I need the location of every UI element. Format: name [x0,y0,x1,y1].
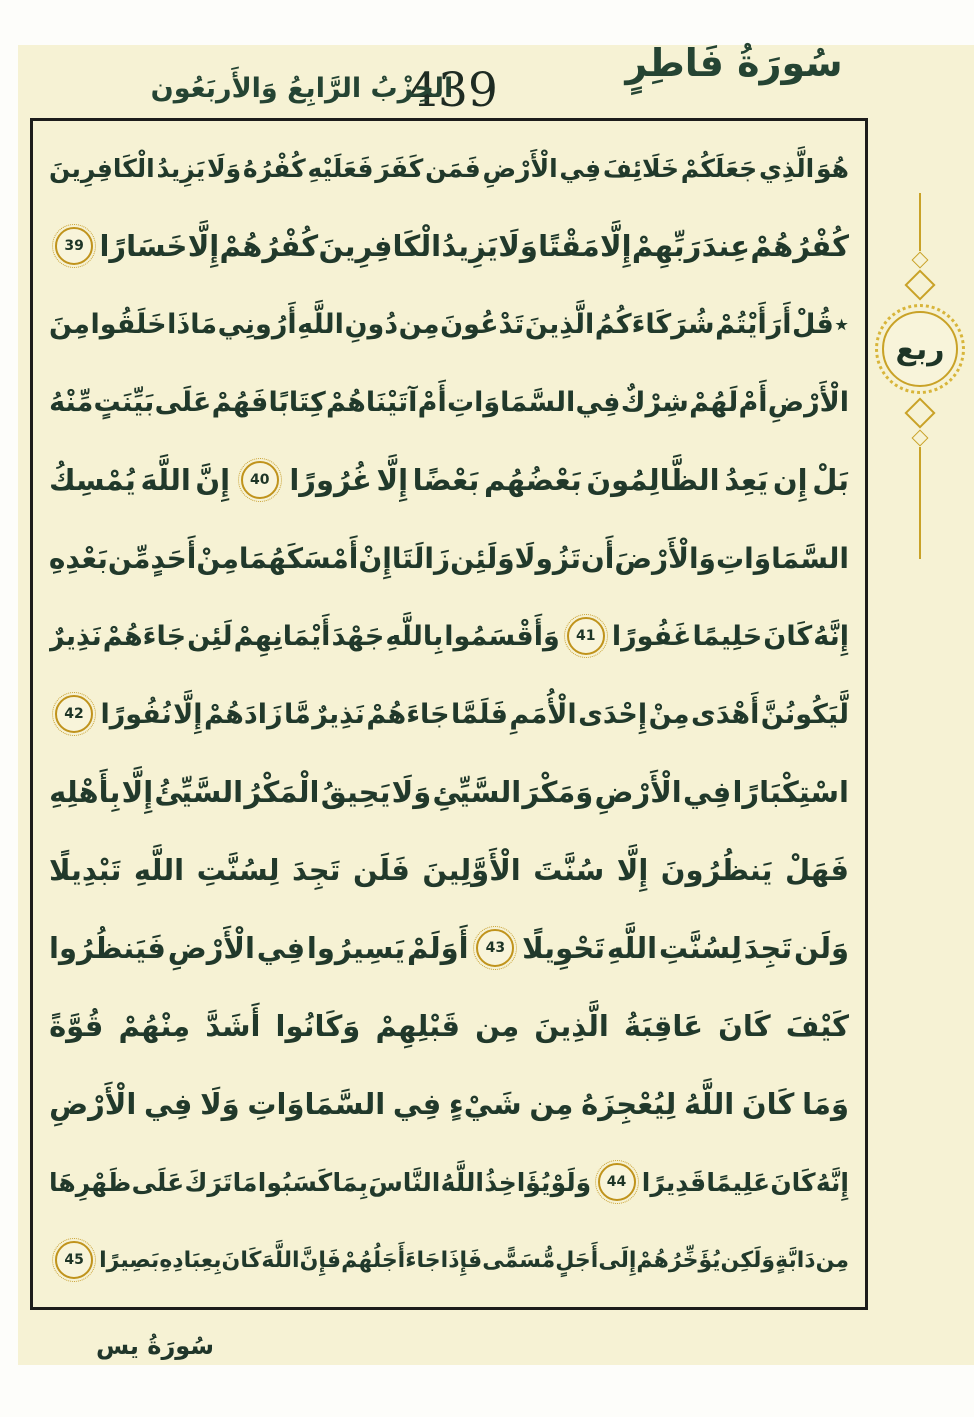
ayah-word: يَسِيرُوا [306,931,406,965]
ayah-word: أَن [580,541,615,575]
ayah-word: دُونِ [344,308,399,340]
ayah-word: بِاللَّهِ [385,620,444,652]
ayah-word: يَنظُرُونَ [660,853,773,887]
ayah-word: أَرُونِي [217,308,297,340]
ayah-word: إِلَّا [616,853,649,887]
ayah-word: إِلَّا [376,463,409,497]
verse-number-badge: 42 [55,695,93,733]
ayah-word: وَمَكْرَ [522,775,594,809]
text-frame [30,118,868,1310]
ayah-word: مِّن [107,541,151,575]
ayah-word: بَعْدِهِ [49,541,108,575]
ayah-word: وَالْأَرْضَ [614,541,716,575]
mushaf-line [49,909,849,987]
ayah-word: فَمَن [425,153,481,183]
mushaf-line [49,519,849,597]
ayah-word: كَانَ [770,1167,816,1197]
ayah-word: كَانَ [763,620,813,652]
ayah-word: اللَّهِ [133,853,185,887]
ayah-word: تَدْعُونَ [440,308,525,340]
ayah-word: إِلَّا [121,775,154,809]
ayah-word: قَدِيرًا [641,1167,707,1197]
ayah-word: وَلَا [206,153,242,183]
ayah-word: أَحَدٍ [150,541,197,575]
surah-title: سُورَةُ فَاطِرٍ [625,41,843,85]
ayah-word: الْمَكْرُ [244,775,320,809]
ayah-word: أَجَلٍ [555,1247,599,1273]
ayah-word: جَهْدَ [331,620,385,652]
ayah-word: إِنَّهُ [815,1167,849,1197]
ayah-word: أَوَلَمْ [406,931,469,965]
ayah-word: لَئِن [187,620,233,652]
ayah-word: إِحْدَى [578,698,648,730]
mushaf-line [49,675,849,753]
ayah-word: الَّذِينَ [524,308,595,340]
ayah-word: تَجِدَ [743,931,793,965]
ayah-word: بِعِبَادِهِ [159,1247,222,1273]
ayah-word: خَلَائِفَ [602,153,679,183]
ayah-word: لَهُمْ [689,386,739,418]
ayah-word: فِي [392,1087,442,1121]
ayah-word: وَلَكِن [720,1247,776,1273]
hizb-label: الحِزْبُ الرَّابِعُ وَالأَربَعُون [150,73,454,104]
ayah-word: الظَّالِمُونَ [586,463,720,497]
ayah-word: تَزُولَا [514,541,581,575]
ayah-word: غُرُورًا [289,463,372,497]
ayah-word: أَيْمَانِهِمْ [233,620,331,652]
ayah-word: فِي [144,1087,193,1121]
ayah-word: أَمْ [738,386,768,418]
ayah-word: نَذِيرٌ [312,698,365,730]
ayah-word: فَإِنَّ [299,1247,342,1273]
ayah-word: يَزِيدُ [441,229,498,263]
mushaf-line [49,129,849,207]
ayah-word: أَهْدَى [691,698,760,730]
ayah-word: مَا [232,1167,258,1197]
verse-number-badge: 41 [567,617,605,655]
ayah-word: بِأَهْلِهِ [49,775,121,809]
ayah-word: مِنْ [648,698,690,730]
ayah-word: مُّسَمًّى [482,1247,556,1273]
mushaf-line [49,1221,849,1299]
mushaf-line [49,1143,849,1221]
ayah-word: قُلْ [792,308,834,340]
verse-number-badge: 45 [55,1241,93,1279]
ayah-word: فِي [256,931,306,965]
ayah-word: شِرْكٌ [620,386,689,418]
ornament-line-bottom [919,447,921,559]
ayah-word: خَلَقُوا [90,308,167,340]
ayah-word: خَسَارًا [99,229,188,263]
ayah-word: يُؤَاخِذُ [484,1167,551,1197]
ayah-word: اللَّهُ [683,1087,735,1121]
ayah-word: نُفُورًا [100,698,172,730]
ayah-word: دَابَّةٍ [775,1247,816,1273]
mushaf-line [49,441,849,519]
ayah-word: نَذِيرٌ [49,620,102,652]
ornament-diamond-icon [912,430,929,447]
ayah-word: السَّمَاوَاتِ [715,541,849,575]
ayah-word: حَلِيمًا [692,620,763,652]
next-surah-catchword: سُورَةُ يس [96,1332,214,1360]
ayah-word: اللَّهَ [140,463,191,497]
ayah-word: فَيَنظُرُوا [49,931,166,965]
ayah-word: مِّنْهُ [49,386,94,418]
ayah-word: بَلْ [812,463,849,497]
ayah-word: جَاءَهُمْ [102,620,187,652]
ayah-word: كَانَ [741,1087,795,1121]
mushaf-line [49,1065,849,1143]
ayah-word: فِي [575,386,621,418]
ayah-word: وَلَا [391,775,432,809]
ayah-word: زَادَهُمْ [203,698,283,730]
ayah-word: لِسُنَّتِ [196,853,280,887]
quarter-marker-label: ربع [895,331,945,367]
ayah-word: إِنْ [358,541,392,575]
ayah-word: مَقْتًا [538,229,600,263]
ayah-word: فَعَلَيْهِ [307,153,374,183]
ayah-word: تَحْوِيلًا [522,931,606,965]
ayah-word: بِمَا [332,1167,369,1197]
verse-number-badge: 43 [476,929,514,967]
ayah-word: مِنْ [196,541,239,575]
ornament-diamond-icon [904,269,935,300]
ayah-word: يُمْسِكُ [49,463,136,497]
ayah-word: إِلَّا [173,698,203,730]
ayah-word: كَيْفَ [785,1009,849,1043]
ayah-word: وَلَا [498,229,538,263]
ayah-word: النَّاسَ [368,1167,441,1197]
ayah-word: وَأَقْسَمُوا [444,620,560,652]
ayah-word: تَجِدَ [291,853,341,887]
ayah-word: آتَيْنَاهُمْ [325,386,418,418]
ayah-word: اللَّهِ [297,308,344,340]
ayah-word: تَبْدِيلًا [49,853,122,887]
ayah-word: يَزِيدُ [156,153,206,183]
ayah-word: أَمْسَكَهُمَا [238,541,359,575]
ayah-word: وَكَانُوا [275,1009,361,1043]
ayah-word: كِتَابًا [268,386,326,418]
mushaf-line [49,597,849,675]
ayah-word: فَهُمْ [211,386,269,418]
ayah-word: وَلَوْ [550,1167,592,1197]
ayah-word: قَبْلِهِمْ [375,1009,460,1043]
mushaf-line [49,285,849,363]
ayah-word: كَانَ [718,1009,771,1043]
ayah-word: جَعَلَكُمْ [680,153,758,183]
ayah-word: رَبِّهِمْ [631,229,702,263]
ayah-word: لِسُنَّتِ [658,931,742,965]
ayah-word: مِن [398,308,440,340]
page-paper [18,41,974,1365]
ayah-word: شَيْءٍ [448,1087,522,1121]
ayah-word: الْكَافِرِينَ [318,229,442,263]
ayah-word: الْأُمَمِ [509,698,577,730]
ayah-word: اسْتِكْبَارًا [732,775,849,809]
ayah-word: كَفَرَ [375,153,424,183]
ayah-word: ظَهْرِهَا [49,1167,132,1197]
ayah-word: وَمَا [802,1087,849,1121]
ayah-word: عِندَ [701,229,751,263]
ayah-word: أَشَدَّ [205,1009,261,1043]
ayah-word: سُنَّتَ [533,853,605,887]
ayah-word: الَّذِي [758,153,815,183]
ayah-word: السَّمَاوَاتِ [247,1087,386,1121]
ayah-word: الْأَرْضِ [167,931,255,965]
ayah-word: وَلَا [200,1087,240,1121]
ayah-word: فِي [682,775,732,809]
ayah-word: عَلِيمًا [706,1167,771,1197]
ayah-word: السَّيِّئِ [432,775,522,809]
ayah-word: الَّذِينَ [534,1009,609,1043]
ayah-word: غَفُورًا [611,620,692,652]
ayah-word: إِلَّا [600,229,632,263]
ayah-word: فِي [559,153,602,183]
ayah-word: وَلَن [793,931,849,965]
ayah-word: الْأَرْضِ [49,1087,137,1121]
ayah-word: لَّيَكُونُنَّ [760,698,849,730]
ayah-word: الْكَافِرِينَ [49,153,155,183]
ayah-word: يَحِيقُ [320,775,391,809]
verse-number-badge: 40 [241,461,279,499]
ayah-word: فَإِذَا [440,1247,483,1273]
ornament-line-top [919,193,921,251]
ayah-word: مَاذَا [167,308,218,340]
ayah-word: السَّمَاوَاتِ [446,386,576,418]
ayah-word: تَرَكَ [184,1167,233,1197]
ayah-word: كُفْرُهُ [242,153,306,183]
ayah-word: جَاءَهُمْ [366,698,450,730]
ayah-word: السَّيِّئُ [154,775,244,809]
ayah-word: عَلَى [154,386,212,418]
ayah-word: وَلَئِن [450,541,515,575]
ayah-word: مَّا [283,698,311,730]
ayah-word: إِلَى [598,1247,637,1273]
ayah-word: يُؤَخِّرُهُمْ [636,1247,721,1273]
ayah-word: مِن [475,1009,520,1043]
ayah-word: لِيُعْجِزَهُ [581,1087,677,1121]
ayah-word: كُفْرُهُمْ [750,229,849,263]
mushaf-line [49,207,849,285]
ayah-word: هُوَ [815,153,849,183]
ayah-word: كَسَبُوا [257,1167,333,1197]
ayah-word: كَانَ [221,1247,262,1273]
ayah-word: إِلَّا [187,229,220,263]
ayah-word: أَرَأَيْتُمْ [715,308,792,340]
ayah-word: جَاءَ [405,1247,441,1273]
ayah-word: فَلَن [352,853,410,887]
mushaf-line [49,831,849,909]
ayah-word: اللَّهَ [261,1247,300,1273]
ayah-word: مِن [815,1247,849,1273]
mushaf-line [49,753,849,831]
ayah-word: كُفْرُهُمْ [219,229,319,263]
ayah-word: بَصِيرًا [99,1247,160,1273]
mushaf-line [49,987,849,1065]
ornament-diamond-icon [912,252,929,269]
ornament-diamond-icon [904,397,935,428]
page-number: 439 [408,63,498,118]
ayah-word: شُرَكَاءَكُمُ [594,308,715,340]
quarter-marker-medallion [882,311,958,387]
ayah-word: قُوَّةً [49,1009,104,1043]
ayah-word: إِن [772,463,808,497]
ayah-word: الْأَوَّلِينَ [422,853,521,887]
ayah-word: عَاقِبَةُ [623,1009,704,1043]
ayah-word: بَعْضُهُم [484,463,582,497]
ayah-word: اللَّهُ [440,1167,484,1197]
ayah-word: الْأَرْضِ [594,775,682,809]
quarter-hizb-ornament [870,193,970,559]
ayah-word: عَلَى [131,1167,185,1197]
ayah-word: يَعِدُ [724,463,769,497]
ayah-word: إِنَّ [195,463,231,497]
ayah-word: ٭ [834,308,849,340]
ayah-word: بَيِّنَتٍ [93,386,155,418]
ayah-word: فَهَلْ [784,853,849,887]
ayah-word: زَالَتَا [391,541,451,575]
ayah-word: الْأَرْضِ [767,386,849,418]
ayah-word: اللَّهِ [606,931,658,965]
ayah-word: بَعْضًا [412,463,480,497]
ayah-word: أَجَلُهُمْ [341,1247,406,1273]
ayah-word: مِنْهُمْ [118,1009,191,1043]
ayah-word: مِن [529,1087,574,1121]
ayah-word: الْأَرْضِ [482,153,558,183]
verse-number-badge: 44 [598,1163,636,1201]
verse-number-badge: 39 [55,227,93,265]
ayah-word: فَلَمَّا [451,698,508,730]
ayah-word: مِنَ [49,308,91,340]
ayah-word: إِنَّهُ [813,620,849,652]
ayah-word: أَمْ [417,386,447,418]
mushaf-line [49,363,849,441]
